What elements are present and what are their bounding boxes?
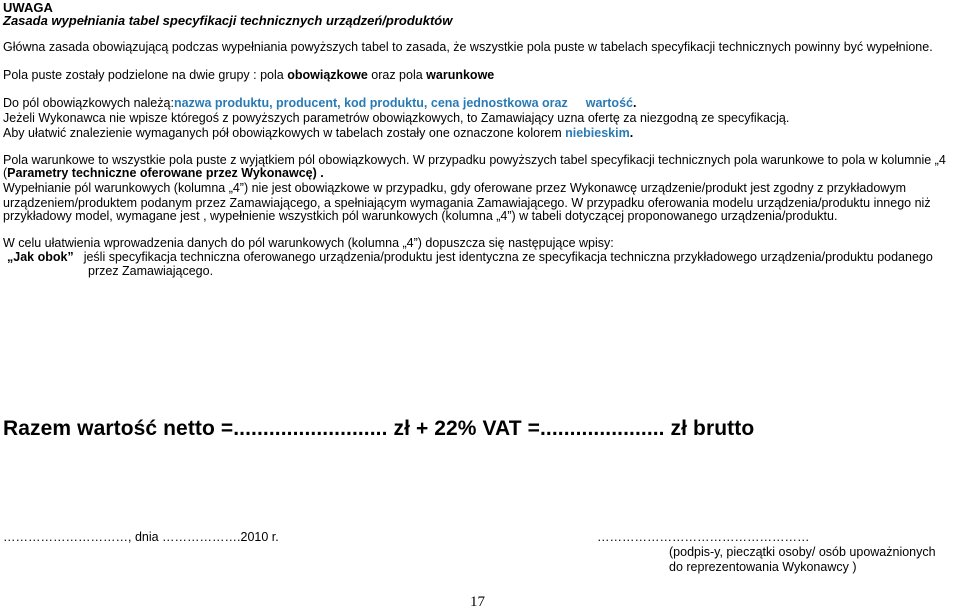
- paragraph-obligatory-fields: [3, 96, 636, 111]
- paragraph-conditional-fields: Pola warunkowe to wszystkie pola puste z wyjątkiem pól obowiązkowych. W przypadku powyższych tabel specyfikacji technicznych pola warunkowe to pola w kolumnie „4: [3, 153, 946, 167]
- text-segment: jeśli specyfikacja techniczna oferowanego urządzenia/produktu jest identyczna ze specyfikacja techniczna przykładowego urządzenia/produktu podanego: [83, 250, 933, 264]
- paragraph-nonconformity: Jeżeli Wykonawca nie wpisze któregoś z powyższych parametrów obowiązkowych, to Zamawiający uzna ofertę za niezgodną ze specyfikacją.: [3, 111, 790, 125]
- paragraph-filling-rules-1: Wypełnianie pól warunkowych (kolumna „4”) nie jest obowiązkowe w przypadku, gdy oferowane przez Wykonawcę urządzenie/produkt jest zgodny z przykładowym: [3, 181, 906, 195]
- text-segment: oraz pola: [367, 68, 427, 82]
- paragraph-blue-marking: [3, 126, 633, 141]
- paragraph-main-rule: Główna zasada obowiązującą podczas wypełniania powyższych tabel to zasada, że wszystkie pola puste w tabelach specyfikacji technicznych powinny być wypełnione.: [3, 40, 933, 54]
- paragraph-conditional-fields-cont: [3, 166, 324, 181]
- obligatory-field-list: nazwa produktu, producent, kod produktu, cena jednostkowa oraz: [173, 96, 568, 110]
- total-value-line: Razem wartość netto =.......................... zł + 22% VAT =..................... zł brutto: [3, 417, 755, 440]
- signature-caption-2: do reprezentowania Wykonawcy ): [669, 560, 857, 574]
- page-number: 17: [470, 594, 485, 610]
- signature-caption-1: (podpis-y, pieczątki osoby/ osób upoważnionych: [669, 545, 936, 559]
- paragraph-same-as-entry: [3, 250, 933, 265]
- text-segment: Do pól obowiązkowych należą:: [3, 96, 174, 110]
- column-name: Parametry techniczne oferowane przez Wykonawcę): [7, 166, 317, 180]
- text-segment: .: [316, 166, 324, 180]
- paragraph-same-as-entry-cont: przez Zamawiającego.: [88, 264, 214, 278]
- text-segment: .: [632, 96, 637, 110]
- paragraph-field-groups: [3, 68, 494, 83]
- paragraph-filling-rules-2: urządzeniem/produktem podanym przez Zamawiającego, a spełniającym wymagania Zamawiającego. W przypadku oferowania modelu urządzenia/produktu innego niż: [3, 196, 931, 210]
- signature-line: ……………………………………………: [597, 530, 810, 544]
- text-segment: (: [3, 166, 8, 180]
- text-segment: Aby ułatwić znalezienie wymaganych pół obowiązkowych w tabelach zostały one oznaczone kolorem: [3, 126, 566, 140]
- color-name-blue: niebieskim: [565, 126, 630, 140]
- paragraph-allowed-entries: W celu ułatwienia wprowadzenia danych do pól warunkowych (kolumna „4”) dopuszcza się następujące wpisy:: [3, 236, 614, 250]
- place-date-line: …………………………, dnia ……………….2010 r.: [3, 530, 279, 544]
- notice-label: UWAGA: [3, 0, 53, 15]
- term-conditional: warunkowe: [426, 68, 495, 82]
- paragraph-filling-rules-3: przykładowy model, wymagane jest , wypełnienie wszystkich pól warunkowych (kolumna „4”) w tabeli dotyczącej proponowanego urządzenia/produktu.: [3, 209, 838, 223]
- text-segment: .: [629, 126, 634, 140]
- text-segment: Pola puste zostały podzielone na dwie grupy : pola: [3, 68, 288, 82]
- term-obligatory: obowiązkowe: [287, 68, 368, 82]
- obligatory-field-value: wartość: [585, 96, 633, 110]
- entry-label-same-as: „Jak obok”: [7, 250, 74, 264]
- section-title: Zasada wypełniania tabel specyfikacji technicznych urządzeń/produktów: [3, 13, 453, 28]
